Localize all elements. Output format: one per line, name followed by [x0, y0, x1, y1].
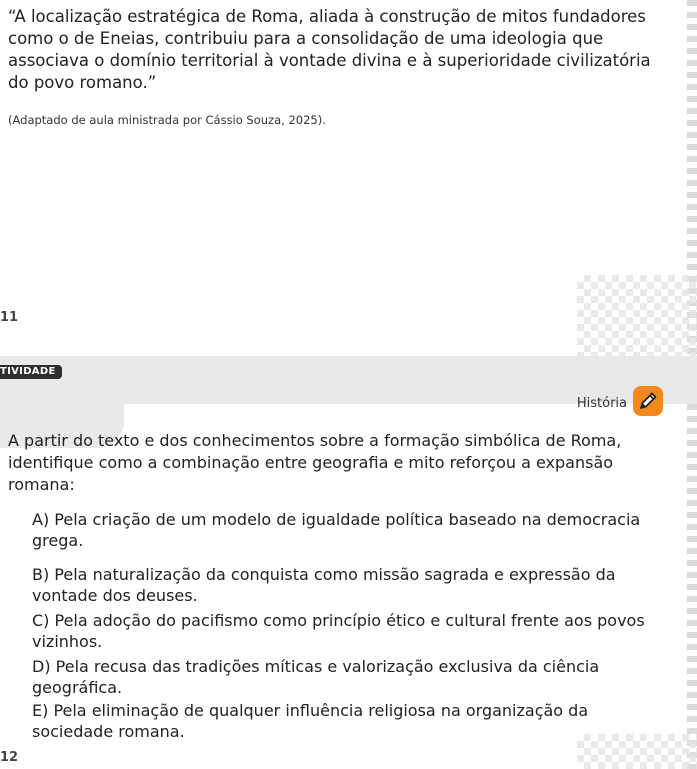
question-prompt: A partir do texto e dos conhecimentos sobre a formação simbólica de Roma, identifique como a combinação entre geografia e mito reforçou a expansão romana:	[8, 431, 622, 494]
quote-text: “A localização estratégica de Roma, aliada à construção de mitos fundadores como o de Eneias, contribuiu para a consolidação de uma ideologia que associava o domínio territorial à vontade divina e à superioridade civilizatória do povo romano.”	[8, 7, 651, 92]
page-number: 11	[0, 310, 19, 325]
subject-label: História	[576, 396, 627, 411]
pencil-icon	[633, 386, 663, 416]
page-number: 12	[0, 750, 19, 765]
pixel-pattern-decoration	[577, 275, 697, 356]
option-e[interactable]: E) Pela eliminação de qualquer influência religiosa na organização da sociedade romana.	[32, 701, 589, 741]
option-b[interactable]: B) Pela naturalização da conquista como missão sagrada e expressão da vontade dos deuses.	[32, 565, 616, 605]
option-a[interactable]: A) Pela criação de um modelo de igualdade política baseado na democracia grega.	[32, 510, 641, 550]
quote-source: (Adaptado de aula ministrada por Cássio Souza, 2025).	[8, 113, 326, 127]
option-c[interactable]: C) Pela adoção do pacifismo como princípio ético e cultural frente aos povos vizinhos.	[32, 611, 645, 651]
option-d[interactable]: D) Pela recusa das tradições míticas e valorização exclusiva da ciência geográfica.	[32, 657, 600, 697]
decorative-strip	[687, 404, 697, 769]
quote-card	[0, 0, 697, 356]
activity-label: TIVIDADE	[0, 365, 62, 379]
